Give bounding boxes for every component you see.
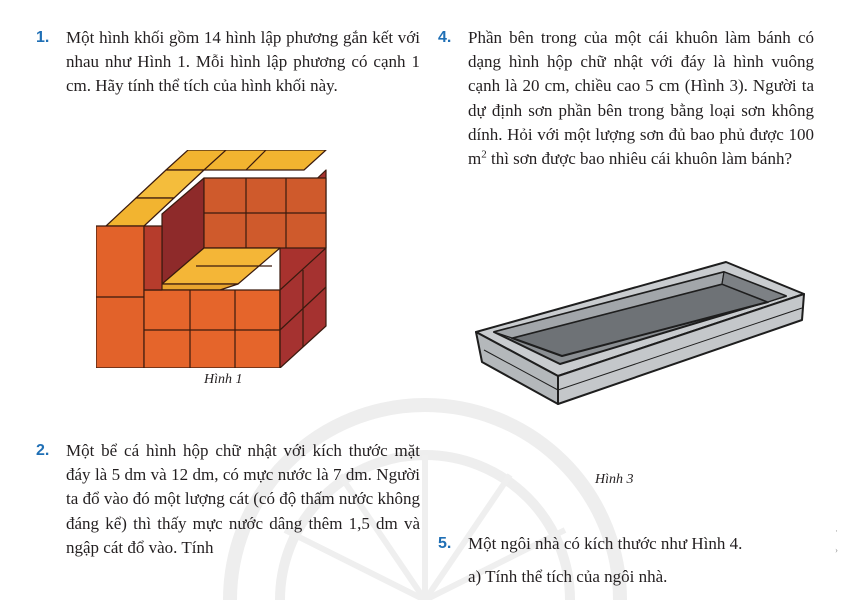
- problem-5: [438, 532, 838, 556]
- problem-4-superscript: 2: [481, 148, 487, 161]
- problem-4-number: 4.: [438, 29, 452, 46]
- problem-4-text-end: thì sơn được bao nhiêu cái khuôn làm bánh?: [486, 149, 792, 169]
- problem-4-text-main: Phần bên trong của một cái khuôn làm bánh có dạng hình hộp chữ nhật với đáy là hình vuông cạnh là 20 cm, chiều cao 5 cm (Hình 3). Người ta dự định sơn phần bên trong bằng loại sơn không dính. Hỏi với một lượng sơn đủ bao phủ được 100 m: [468, 28, 814, 169]
- figure-3-baking-pan: [472, 258, 808, 408]
- problem-2-text: Một bể cá hình hộp chữ nhật với kích thước mặt đáy là 5 dm và 12 dm, có mực nước là 7 dm. Người ta đổ vào đó một lượng cát (có độ thấm nước không đáng kể) thì thấy mực nước dâng thêm 1,5 dm và ngập cát đổ vào. Tính: [66, 441, 420, 557]
- problem-1-number: 1.: [36, 29, 50, 46]
- figure-3-caption: Hình 3: [595, 472, 634, 487]
- problem-5-text: Một ngôi nhà có kích thước như Hình 4.: [468, 534, 743, 553]
- problem-2: [36, 439, 420, 560]
- edge-mark-dot: ·: [835, 526, 838, 536]
- problem-4-text: [468, 26, 814, 171]
- problem-5-part-a: a) Tính thể tích của ngôi nhà.: [468, 567, 668, 586]
- edge-mark-chevron: ›: [835, 545, 838, 555]
- problem-5-number: 5.: [438, 535, 452, 552]
- problem-1-text: Một hình khối gồm 14 hình lập phương gắn kết với nhau như Hình 1. Mỗi hình lập phương có cạnh 1 cm. Hãy tính thể tích của hình khối này.: [66, 28, 420, 96]
- figure-1-caption: Hình 1: [204, 372, 243, 387]
- problem-2-number: 2.: [36, 442, 50, 459]
- figure-1-cube-structure: [96, 150, 358, 368]
- problem-1: [36, 26, 420, 99]
- problem-4: [438, 26, 814, 171]
